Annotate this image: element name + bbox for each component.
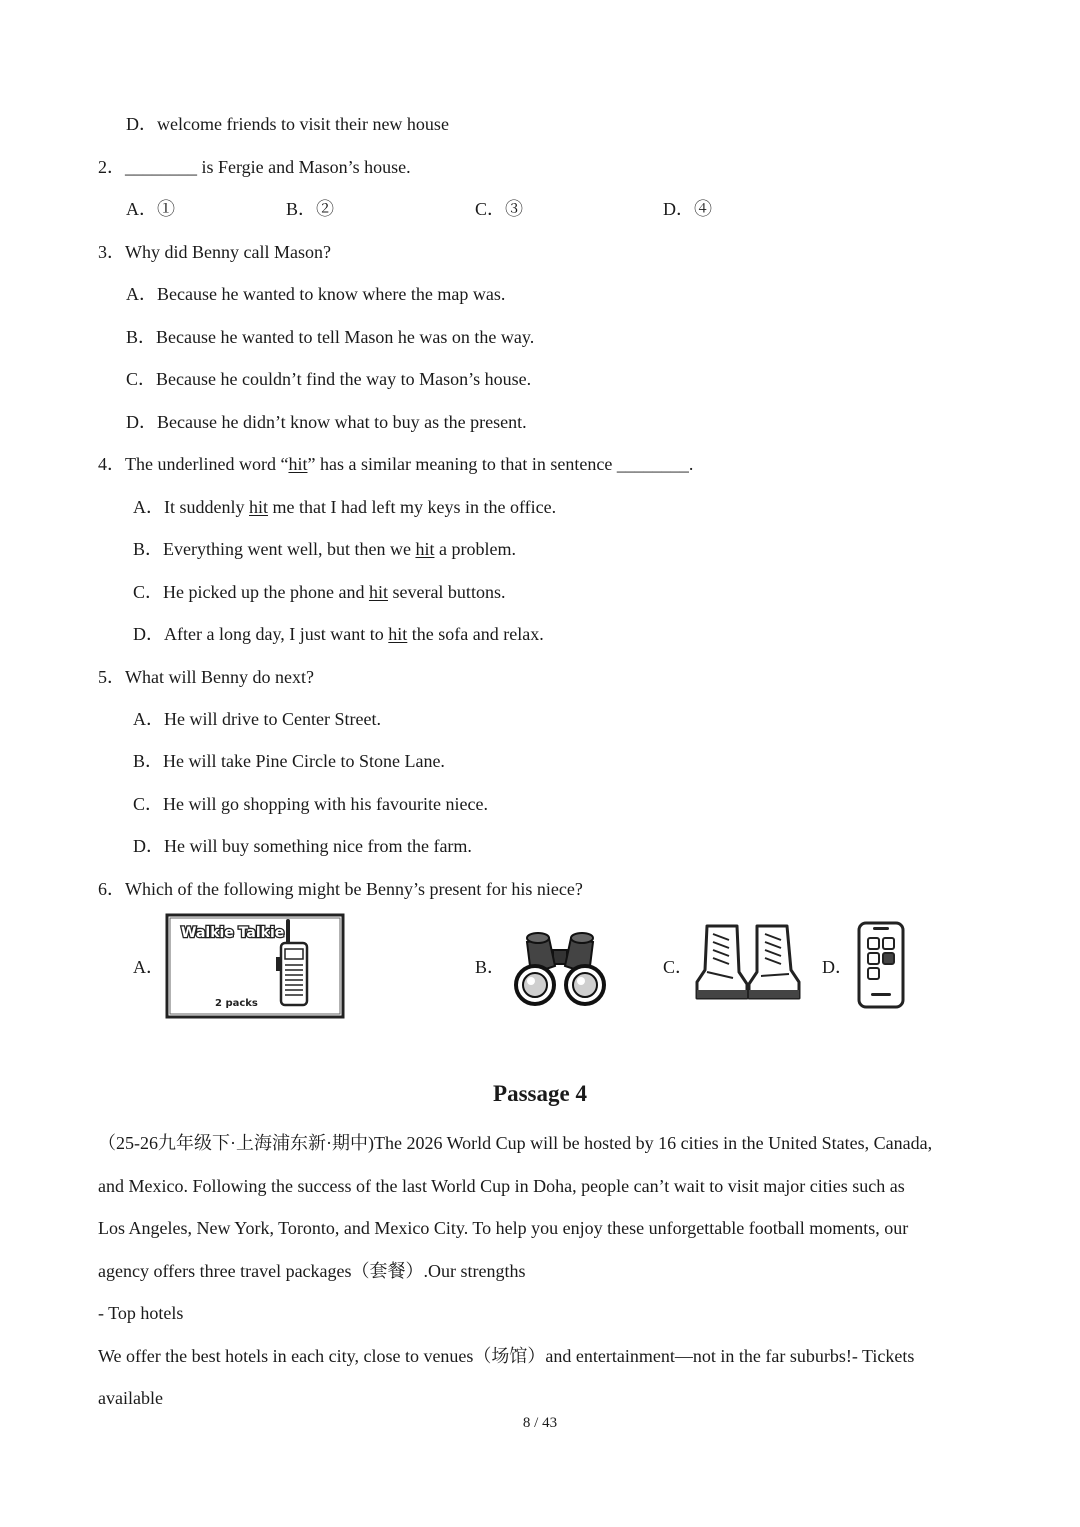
q4-stem-post: ” has a similar meaning to that in sentence (307, 454, 617, 474)
passage-line: （25-26九年级下·上海浦东新·期中)The 2026 World Cup will be hosted by 16 cities in the United States, Canada, (98, 1133, 933, 1153)
q2-option-c: C．③ (475, 199, 524, 219)
q6-option-a-label: A． (133, 957, 164, 977)
walkie-talkie-box-icon (165, 913, 345, 1019)
q4-c-word: hit (368, 582, 388, 602)
q3-stem: 3．Why did Benny call Mason? (98, 242, 331, 262)
q4-c-pre: C．He picked up the phone and (133, 582, 369, 602)
q4-option-a (133, 496, 556, 518)
q4-option-c (133, 581, 505, 603)
q4-underlined-word: hit (288, 454, 308, 474)
smartphone-icon (856, 920, 906, 1010)
page-number: 8 / 43 (522, 1415, 558, 1431)
q6-option-b-label: B． (475, 957, 506, 977)
binoculars-icon (513, 930, 607, 1008)
walkie-packs-label: 2 packs (215, 998, 258, 1009)
passage-title: Passage 4 (493, 1081, 587, 1106)
q6-stem: 6．Which of the following might be Benny’s present for his niece? (98, 879, 583, 899)
q5-option-a: A．He will drive to Center Street. (133, 709, 381, 729)
passage-line: Los Angeles, New York, Toronto, and Mexico City. To help you enjoy these unforgettable football moments, our (98, 1218, 909, 1238)
q5-stem: 5．What will Benny do next? (98, 667, 314, 687)
q4-d-word: hit (388, 624, 408, 644)
q4-blank: ________ (616, 454, 689, 474)
q6-option-c-label: C． (663, 957, 694, 977)
q4-option-d (133, 623, 544, 645)
q4-stem-pre: 4．The underlined word “ (98, 454, 289, 474)
q2-option-b: B．② (286, 199, 335, 219)
passage-line: - Top hotels (98, 1303, 184, 1323)
passage-line: and Mexico. Following the success of the last World Cup in Doha, people can’t wait to visit major cities such as (98, 1176, 905, 1196)
passage-line: agency offers three travel packages（套餐）.Our strengths (98, 1261, 526, 1281)
q3-option-d: D．Because he didn’t know what to buy as the present. (126, 412, 527, 432)
q4-b-post: a problem. (434, 539, 516, 559)
q2-blank: ________ (125, 157, 197, 177)
q2-text: is Fergie and Mason’s house. (197, 157, 411, 177)
q4-b-word: hit (415, 539, 435, 559)
walkie-talkie-title: Walkie Talkie (181, 925, 285, 941)
q2-number: 2． (98, 157, 125, 177)
q3-option-c: C．Because he couldn’t find the way to Mason’s house. (126, 369, 532, 389)
q4-d-post: the sofa and relax. (407, 624, 544, 644)
q4-b-pre: B．Everything went well, but then we (133, 539, 416, 559)
q5-option-c: C．He will go shopping with his favourite niece. (133, 794, 488, 814)
q4-a-word: hit (249, 497, 269, 517)
q6-option-d-label: D． (822, 957, 853, 977)
boots-icon (693, 922, 803, 1004)
q5-option-b: B．He will take Pine Circle to Stone Lane. (133, 751, 445, 771)
q4-stem (98, 453, 693, 475)
q4-option-b (133, 538, 516, 560)
q5-option-d: D．He will buy something nice from the farm. (133, 836, 472, 856)
q4-d-pre: D．After a long day, I just want to (133, 624, 389, 644)
passage-line: available (98, 1388, 163, 1408)
q3-option-b: B．Because he wanted to tell Mason he was on the way. (126, 327, 535, 347)
q1-option-d: D．welcome friends to visit their new house (126, 114, 449, 134)
q4-a-post: me that I had left my keys in the office. (268, 497, 557, 517)
passage-line: We offer the best hotels in each city, close to venues（场馆）and entertainment—not in the far suburbs!- Tickets (98, 1346, 915, 1366)
q2-stem (98, 156, 411, 178)
q4-a-pre: A．It suddenly (133, 497, 249, 517)
q2-option-a: A．① (126, 199, 175, 219)
q2-option-d: D．④ (663, 199, 712, 219)
q4-c-post: several buttons. (387, 582, 506, 602)
q3-option-a: A．Because he wanted to know where the map was. (126, 284, 506, 304)
q4-stem-end: . (688, 454, 694, 474)
